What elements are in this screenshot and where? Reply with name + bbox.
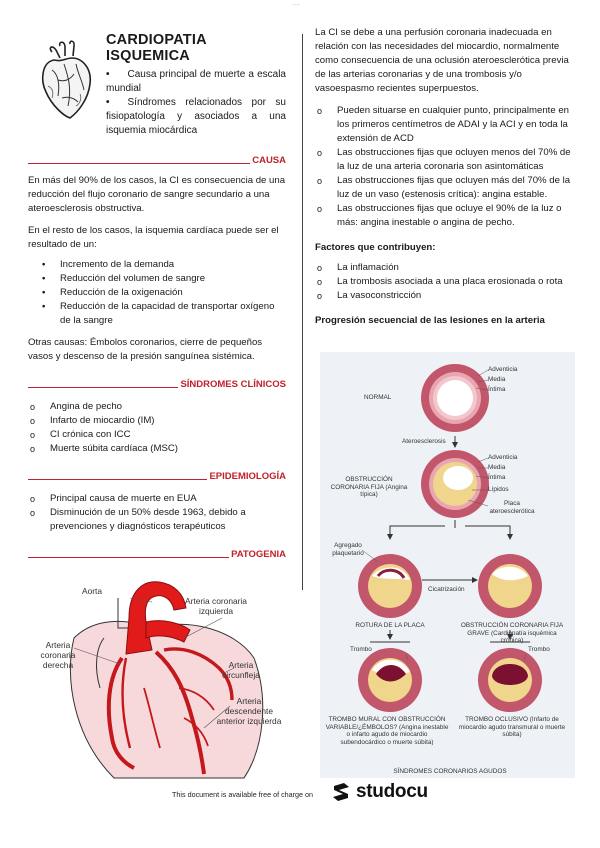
section-heading-epidemiologia	[28, 468, 286, 482]
label-placa: Placa ateroesclerótica	[489, 500, 535, 515]
list-item: o Las obstrucciones fijas que ocluyen más del 70% de la luz de un vaso (estenosis crítica): angina estable.	[315, 174, 577, 202]
causa-list	[28, 258, 286, 328]
list-item: o Angina de pecho	[28, 400, 286, 414]
section-heading-causa	[28, 152, 286, 166]
label-obstruccion: OBSTRUCCIÓN CORONARIA FIJA (Angina típica)	[330, 476, 408, 498]
anatomical-heart-icon	[38, 40, 94, 120]
label-obstruccion-grave: OBSTRUCCIÓN CORONARIA FIJA GRAVE (Cardiopatía isquémica crónica)	[460, 622, 564, 644]
right-column	[315, 26, 577, 326]
heading-label: CAUSA	[252, 155, 286, 166]
causa-paragraph-1: En más del 90% de los casos, la CI es consecuencia de una reducción del flujo coronario de sangre secundario a una ateroesclerosis obstructiva.	[28, 175, 286, 214]
label-coronaria-izquierda: Arteria coronaria izquierda	[185, 596, 247, 616]
label-intima-2: Íntima	[488, 474, 506, 481]
list-item: o Muerte súbita cardíaca (MSC)	[28, 442, 286, 456]
right-paragraph: La CI se debe a una perfusión coronaria inadecuada en relación con las necesidades del miocardio, normalmente como consecuencia de una oclusión ateroesclerótica previa de las arterias coronarias y de una trombosis y/o vasoespasmo recientes superpuestos.	[315, 27, 569, 94]
causa-paragraph-2: En el resto de los casos, la isquemia cardíaca puede ser el resultado de un:	[28, 225, 279, 250]
list-item: o La vasoconstricción	[315, 289, 577, 303]
intro-list	[106, 68, 286, 138]
lesion-progression-figure	[320, 350, 575, 780]
list-item: • Reducción de la capacidad de transportar oxígeno de la sangre	[42, 300, 286, 328]
heading-label: SÍNDROMES CLÍNICOS	[180, 379, 286, 390]
label-ateroesclerosis: Ateroesclerosis	[402, 438, 446, 445]
list-item: • Síndromes relacionados por su fisiopatología y asociados a una isquemia miocárdica	[106, 96, 286, 138]
section-heading-patogenia	[28, 546, 286, 560]
heading-rule	[28, 479, 207, 480]
heading-label: PATOGENIA	[231, 549, 286, 560]
label-trombo-2: Trombo	[528, 646, 550, 653]
label-media-1: Media	[488, 376, 506, 383]
label-cicatrizacion: Cicatrización	[428, 586, 465, 593]
left-column	[28, 26, 286, 560]
factors-title: Factores que contribuyen:	[315, 242, 436, 253]
label-circunfleja: Arteria circunfleja	[222, 660, 260, 680]
list-item: o La inflamación	[315, 261, 577, 275]
brand-name: studocu	[356, 781, 428, 802]
footer-note: This document is available free of charge on	[172, 790, 314, 799]
page-title: CARDIOPATIA ISQUEMICA	[106, 32, 207, 64]
epidemiologia-list	[28, 492, 286, 534]
list-item: • Reducción del volumen de sangre	[42, 272, 286, 286]
label-lipidos: Lípidos	[488, 486, 509, 493]
list-item: o Pueden situarse en cualquier punto, principalmente en los primeros centímetros de ADAI y la ACI y en toda la extensión de ACD	[315, 104, 577, 146]
list-item: • Incremento de la demanda	[42, 258, 286, 272]
right-list	[315, 104, 577, 230]
label-descendente-anterior: Arteria descendente anterior izquierda	[216, 696, 282, 726]
label-adventicia-2: Adventicia	[488, 454, 518, 461]
progression-title: Progresión secuencial de las lesiones en la arteria	[315, 315, 545, 326]
list-item: o CI crónica con ICC	[28, 428, 286, 442]
list-item: o Las obstrucciones fijas que ocluye el 90% de la luz o más: angina inestable o angina de pecho.	[315, 202, 577, 230]
label-aorta: Aorta	[82, 586, 103, 596]
label-agregado: Agregado plaquetario	[332, 542, 364, 557]
list-item: • Reducción de la oxigenación	[42, 286, 286, 300]
column-divider	[302, 34, 303, 590]
label-trombo-1: Trombo	[350, 646, 372, 653]
heading-rule	[28, 557, 229, 558]
list-item: o Principal causa de muerte en EUA	[28, 492, 286, 506]
list-item: o Las obstrucciones fijas que ocluyen menos del 70% de la luz de una arteria coronaria son asintomáticas	[315, 146, 577, 174]
factors-list	[315, 261, 577, 303]
heading-rule	[28, 387, 178, 388]
footer	[0, 780, 600, 810]
label-rotura: ROTURA DE LA PLACA	[355, 622, 425, 629]
studocu-s-icon	[330, 781, 352, 803]
sindromes-list	[28, 400, 286, 456]
title-block	[28, 26, 286, 148]
page-top-ellipsis: ...	[292, 0, 301, 7]
section-heading-sindromes	[28, 376, 286, 390]
label-normal: NORMAL	[364, 394, 392, 401]
label-trombo-mural: TROMBO MURAL CON OBSTRUCCIÓN VARIABLE/¿ÉMBOLOS? (Angina inestable o infarto agudo de miocardio subendocárdico o muerte súbita)	[325, 716, 449, 746]
label-coronaria-derecha: Arteria coronaria derecha	[40, 640, 76, 670]
coronary-anatomy-figure	[34, 578, 284, 788]
label-trombo-oclusivo: TROMBO OCLUSIVO (Infarto de miocardio agudo transmural o muerte súbita)	[458, 716, 566, 738]
studocu-logo[interactable]	[330, 781, 428, 803]
causa-paragraph-3: Otras causas: Émbolos coronarios, cierre de pequeños vasos y descenso de la presión sanguínea sistémica.	[28, 337, 263, 362]
list-item: o Disminución de un 50% desde 1963, debido a prevenciones y diagnósticos terapéuticos	[28, 506, 286, 534]
label-adventicia-1: Adventicia	[488, 366, 518, 373]
label-intima-1: Íntima	[488, 386, 506, 393]
list-item: o La trombosis asociada a una placa erosionada o rota	[315, 275, 577, 289]
heading-rule	[28, 163, 250, 164]
label-media-2: Media	[488, 464, 506, 471]
heading-label: EPIDEMIOLOGÍA	[209, 471, 286, 482]
list-item: • Causa principal de muerte a escala mundial	[106, 68, 286, 96]
label-sindromes-agudos: SÍNDROMES CORONARIOS AGUDOS	[393, 768, 507, 775]
list-item: o Infarto de miocardio (IM)	[28, 414, 286, 428]
